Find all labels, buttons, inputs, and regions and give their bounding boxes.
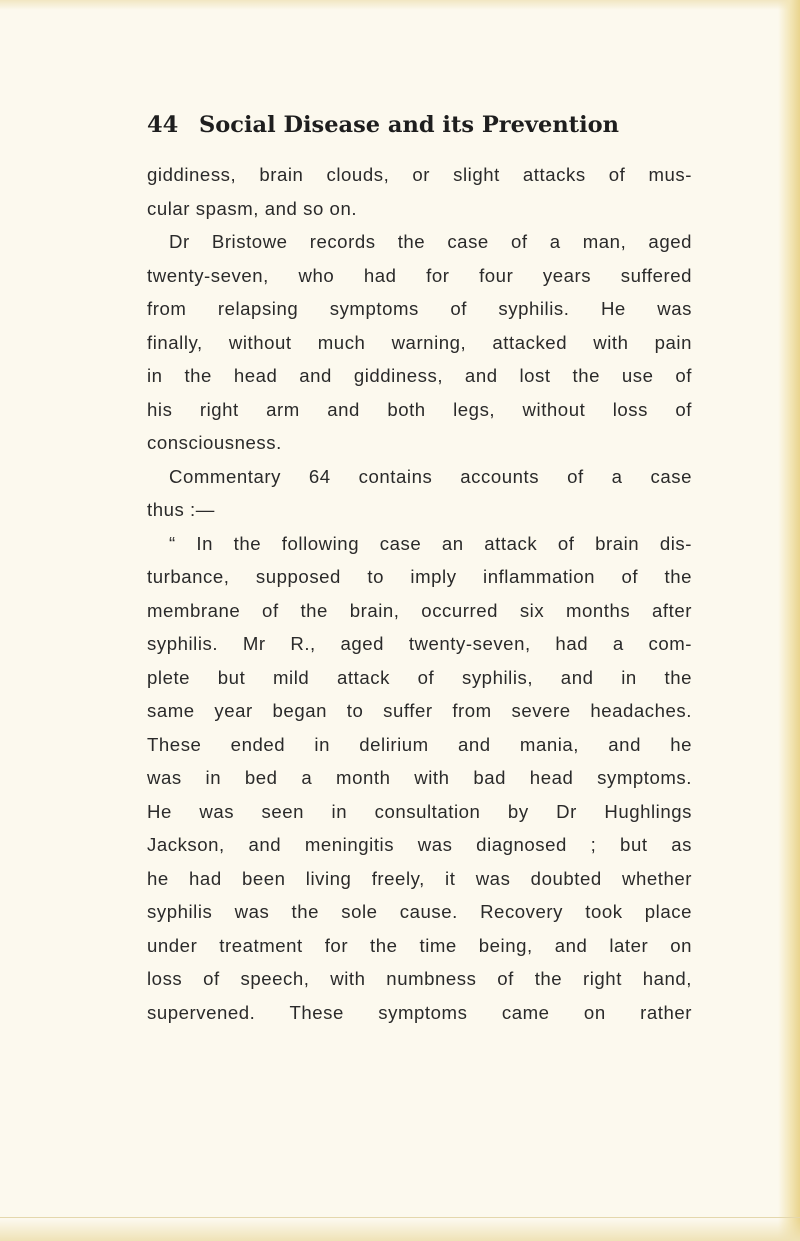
text-line: Commentary 64 contains accounts of a case [169,465,692,487]
text-line: thus :— [147,499,215,520]
text-line: from relapsing symptoms of syphilis. He was [147,298,692,319]
body-text [147,158,692,1029]
text-line: turbance, supposed to imply inflammation of the [147,566,692,587]
running-header [147,112,667,152]
text-line: “ In the following case an attack of brain dis- [169,532,692,554]
text-line: finally, without much warning, attacked with pain [147,331,692,353]
text-line: membrane of the brain, occurred six months after [147,599,692,621]
page-number: 44 [147,112,179,138]
page-right-edge [778,0,800,1241]
page-top-edge [0,0,800,10]
text-line: giddiness, brain clouds, or slight attacks of mus- [147,164,692,185]
text-line: under treatment for the time being, and later on [147,934,692,956]
page-fold-line [0,1217,800,1218]
text-line: Dr Bristowe records the case of a man, aged [169,231,692,252]
text-line: syphilis. Mr R., aged twenty-seven, had a com- [147,633,692,654]
text-line: in the head and giddiness, and lost the use of [147,365,692,386]
text-line: Jackson, and meningitis was diagnosed ; but as [147,834,692,855]
text-line: loss of speech, with numbness of the right hand, [147,968,692,989]
text-line: He was seen in consultation by Dr Hughlings [147,800,692,822]
text-line: consciousness. [147,432,282,453]
text-line: same year began to suffer from severe headaches. [147,700,692,721]
text-line: supervened. These symptoms came on rather [147,1001,692,1023]
text-line: cular spasm, and so on. [147,197,358,219]
text-line: plete but mild attack of syphilis, and in the [147,666,692,688]
text-line: was in bed a month with bad head symptoms. [147,767,692,788]
running-title: Social Disease and its Prevention [199,112,619,138]
page-bottom-edge [0,1219,800,1241]
text-line: his right arm and both legs, without loss of [147,398,692,420]
text-line: he had been living freely, it was doubted whether [147,867,692,889]
text-line: twenty-seven, who had for four years suffered [147,264,692,286]
text-line: syphilis was the sole cause. Recovery took place [147,901,692,922]
text-line: These ended in delirium and mania, and he [147,733,692,755]
